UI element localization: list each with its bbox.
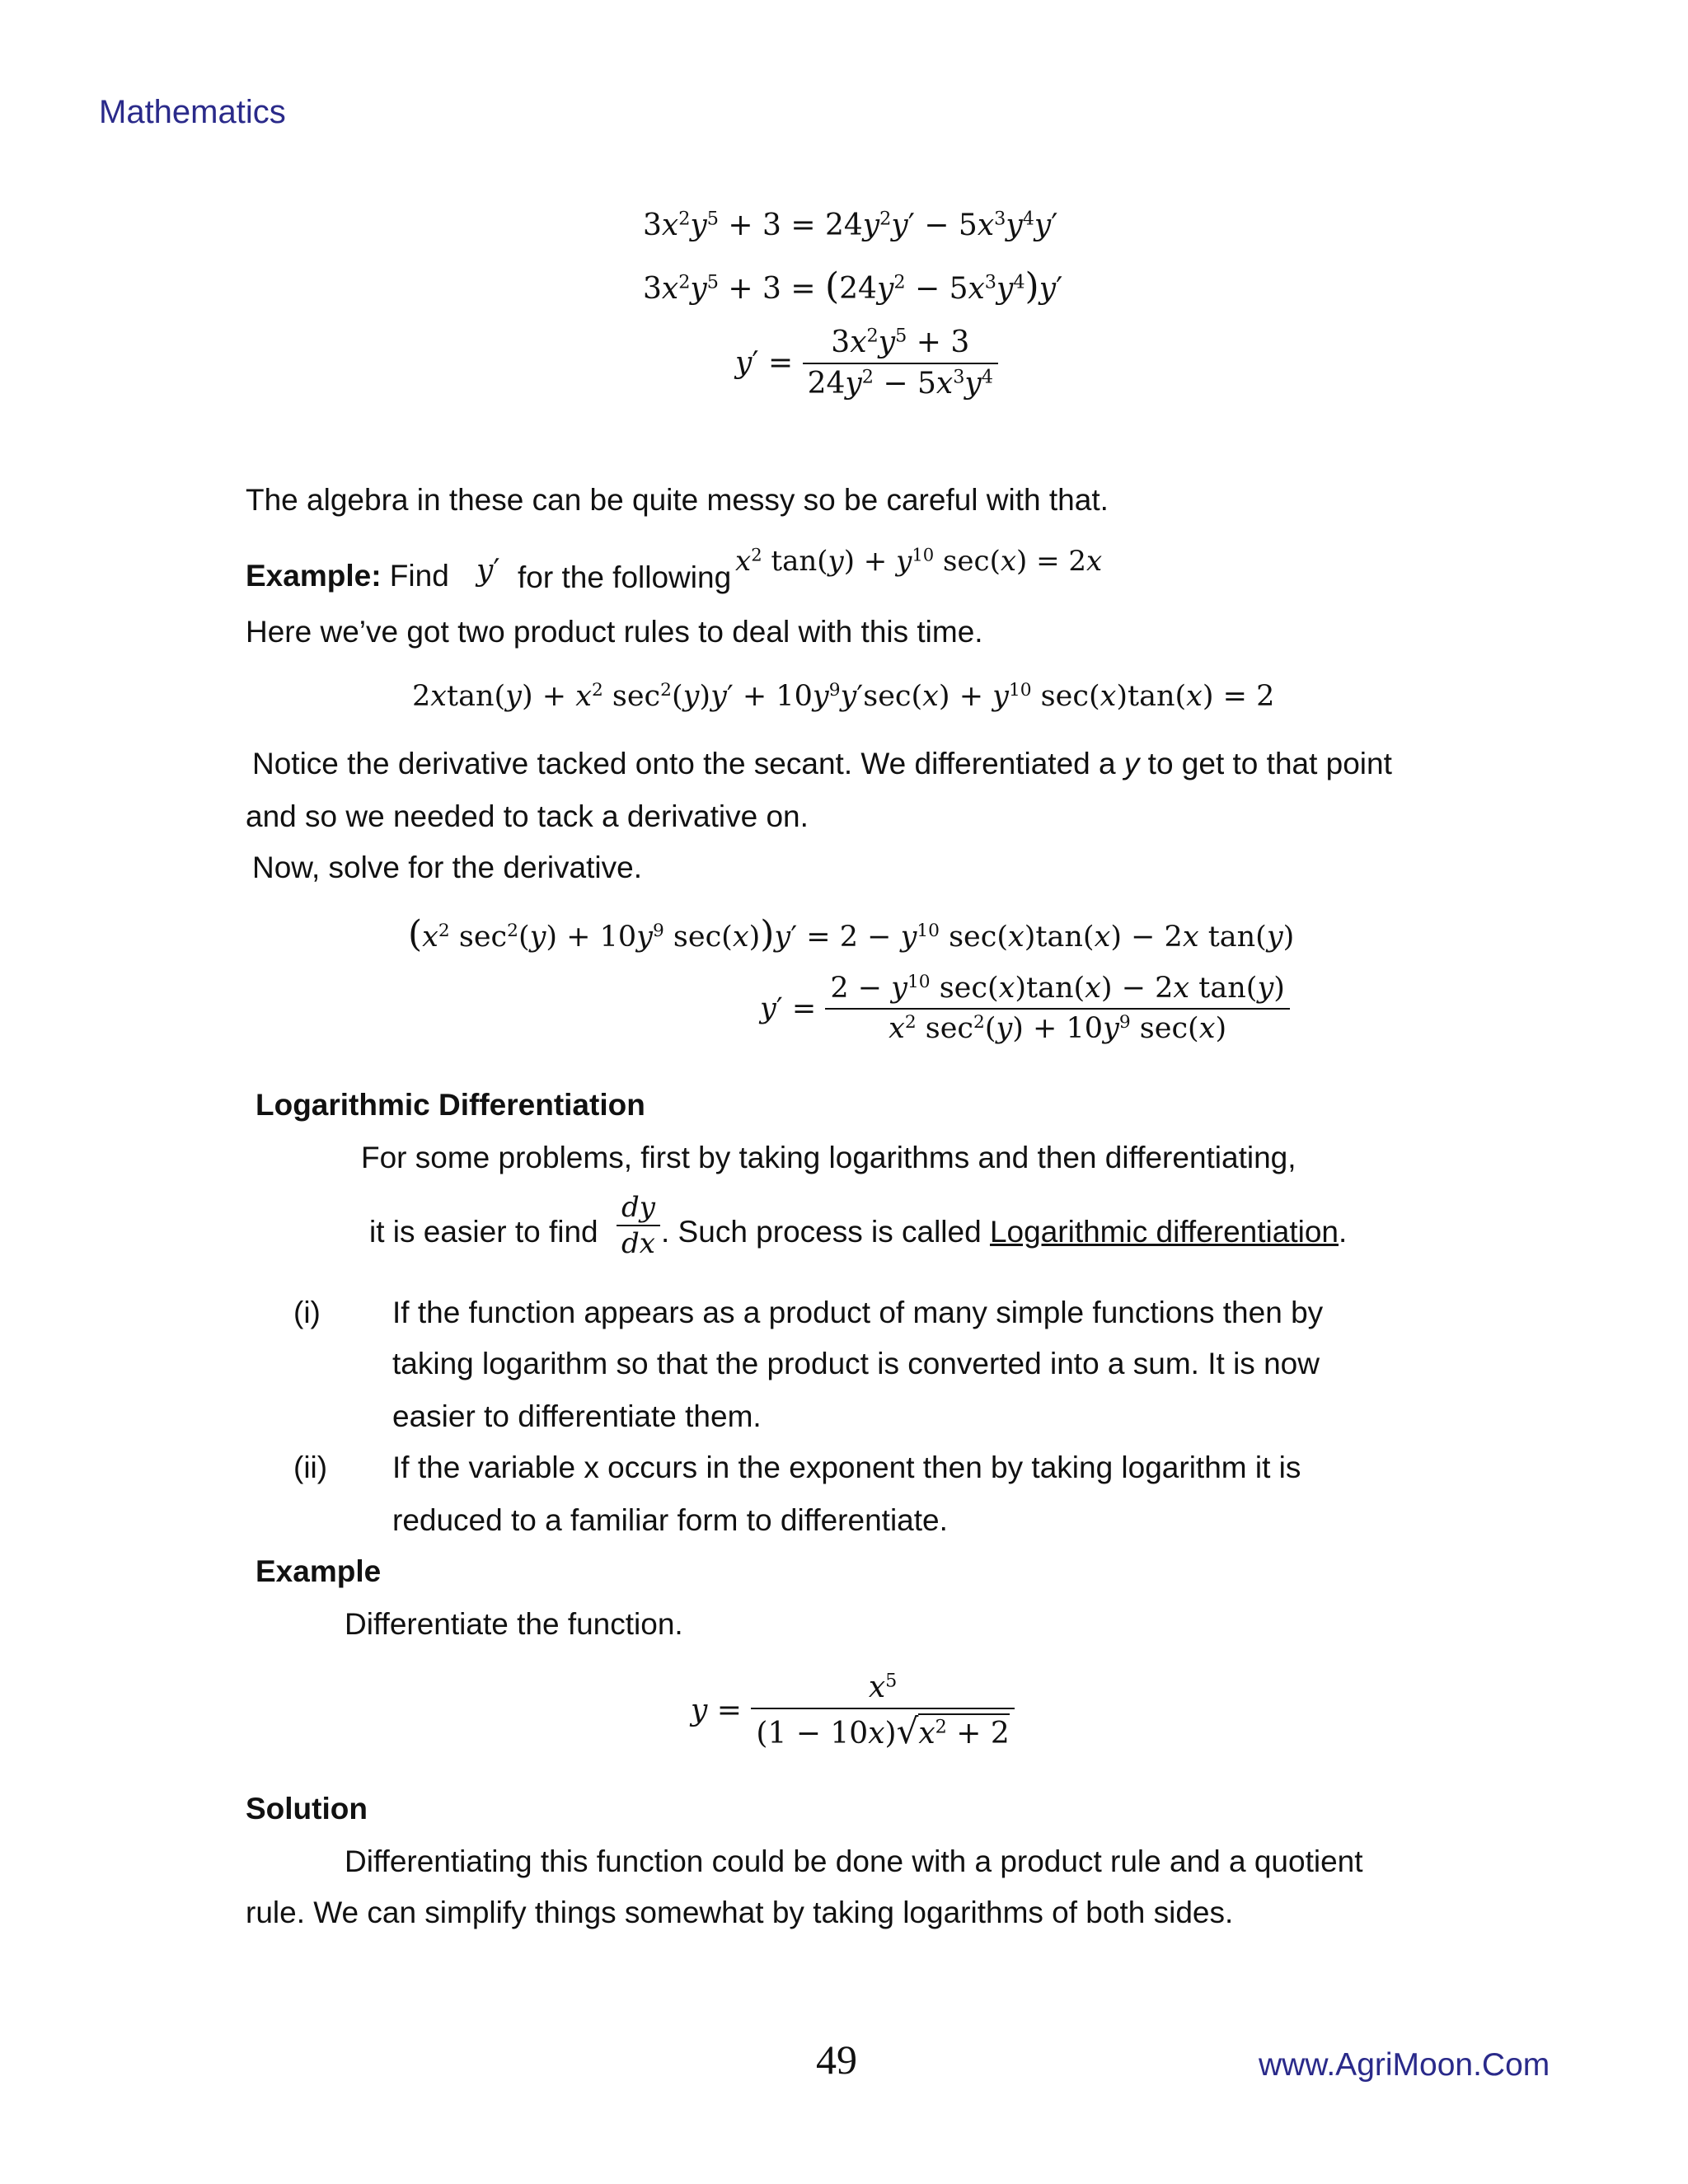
list-item-line: easier to differentiate them. — [392, 1399, 762, 1433]
log-diff-intro-line-2a: it is easier to find — [369, 1215, 598, 1249]
now-solve-text: Now, solve for the derivative. — [252, 851, 642, 884]
example-find-line — [246, 560, 449, 591]
footer-website-link[interactable]: www.AgriMoon.Com — [1259, 2047, 1550, 2083]
list-item-line: reduced to a familiar form to differentiate. — [392, 1503, 948, 1537]
solution-line-2: rule. We can simplify things somewhat by taking logarithms of both sides. — [246, 1896, 1234, 1929]
example-find-text: Find — [381, 559, 449, 593]
two-product-rules-text: Here we’ve got two product rules to deal with this time. — [246, 615, 983, 649]
list-item-marker: (i) — [293, 1296, 321, 1329]
example-for-following: for the following — [518, 560, 732, 594]
example-label: Example: — [246, 559, 382, 593]
algebra-note: The algebra in these can be quite messy so be careful with that. — [246, 483, 1109, 517]
equation-1-line-2: $3x^2y^5 + 3 = (24y^2 - 5x^3y^4)y'$ — [643, 265, 1063, 307]
example-2-heading: Example — [256, 1554, 382, 1588]
example-y-prime: y′ — [476, 554, 500, 588]
equation-1-line-3: y′ = $\frac{3x^2y^5 + 3}{24y^2 - 5x^3y^4}$ — [735, 328, 998, 399]
solution-line-1: Differentiating this function could be done with a product rule and a quotient — [345, 1844, 1363, 1878]
log-diff-intro-line-1: For some problems, first by taking logarithms and then differentiating, — [361, 1141, 1296, 1174]
notice-text-b: to get to that point — [1139, 747, 1392, 780]
function-equation: y = $\frac{x^5}{(1 - 10x)√x^2 + 2}$ — [691, 1673, 1015, 1749]
notice-text-y: y — [1123, 747, 1140, 780]
list-item-line: taking logarithm so that the product is converted into a sum. It is now — [392, 1347, 1320, 1380]
notice-line-1 — [252, 748, 1392, 779]
dy-dx-fraction: $\frac{dy}{dx}$ — [617, 1193, 660, 1258]
log-diff-term: Logarithmic differentiation — [989, 1215, 1339, 1249]
notice-text-a: Notice the derivative tacked onto the secant. We differentiated a — [252, 747, 1124, 780]
solution-heading: Solution — [246, 1792, 368, 1825]
page-header-title: Mathematics — [99, 94, 286, 130]
notice-line-2: and so we needed to tack a derivative on. — [246, 799, 809, 833]
solve-equation-line-1: ($x^2$ $\sec^2(y) + 10y^9$ $\sec(x))y' = 2 - y^{10}$ sec(x)tan(x) − 2x tan(y) — [408, 913, 1295, 955]
page-number: 49 — [816, 2036, 857, 2083]
example-equation: $x^2$ $\tan(y) + y^{10}$ sec(x) = 2x — [735, 544, 1103, 578]
derivative-equation: $2xtan(y) + x^2$ $\sec^2(y)y' + 10y^9y'\sec(x) + y^{10}$ sec(x)tan(x) = 2 — [412, 680, 1275, 713]
log-diff-intro-line-2b — [661, 1216, 1347, 1247]
log-diff-period: . — [1338, 1215, 1348, 1249]
list-item-marker: (ii) — [293, 1451, 328, 1484]
solve-equation-line-2: y′ = $\frac{2 - y^{10} \sec(x)\tan(x) - 2x \tan(y)}{x^2 \sec^2(y) + 10y^9 \sec(x)}$ — [760, 974, 1290, 1043]
list-item-line: If the variable x occurs in the exponent then by taking logarithm it is — [392, 1451, 1301, 1484]
example-2-instruction: Differentiate the function. — [345, 1607, 683, 1641]
equation-1-line-1: $3x^2y^5 + 3 = 24y^2y' - 5x^3y^4y'$ — [643, 208, 1058, 242]
log-diff-heading: Logarithmic Differentiation — [256, 1088, 645, 1122]
log-diff-such-process: . Such process is called — [661, 1215, 990, 1249]
list-item-line: If the function appears as a product of many simple functions then by — [392, 1296, 1324, 1329]
